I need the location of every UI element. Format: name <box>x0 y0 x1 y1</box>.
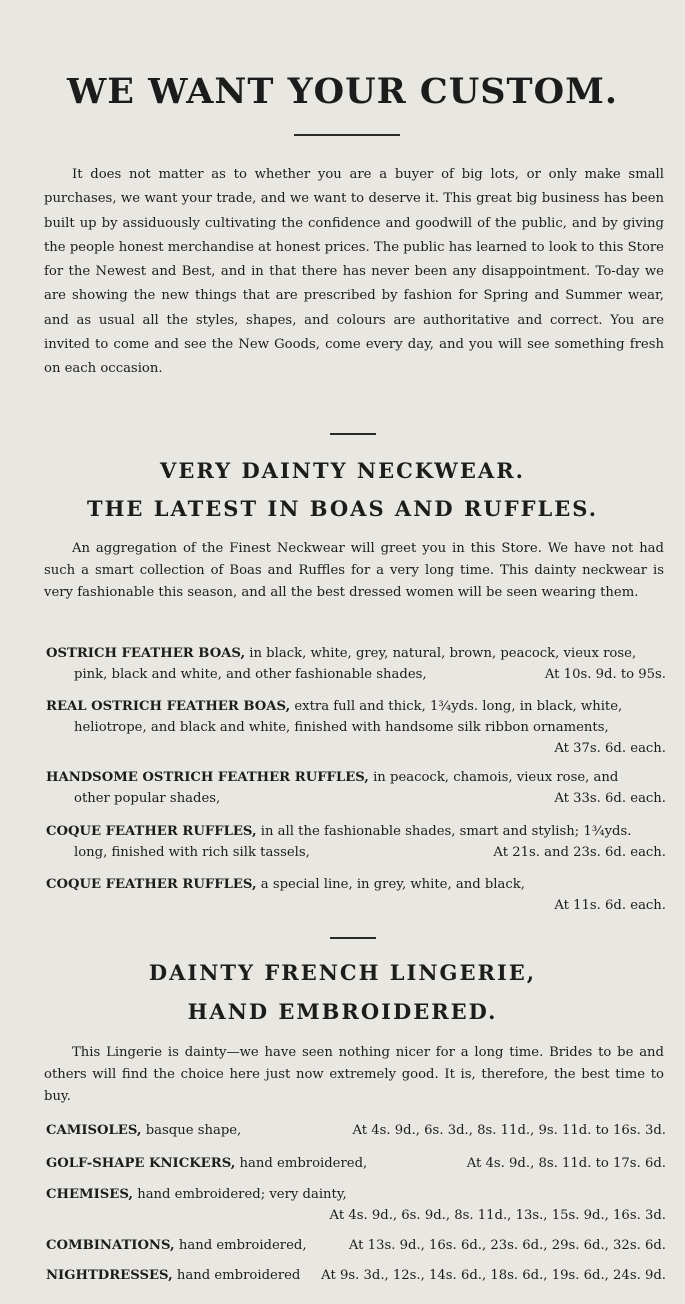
item-price: At 13s. 9d., 16s. 6d., 23s. 6d., 29s. 6d., 32s. 6d. <box>348 1238 666 1253</box>
headline: WE WANT YOUR CUSTOM. <box>67 71 618 112</box>
item-price: At 21s. and 23s. 6d. each. <box>493 845 666 860</box>
intro-paragraph <box>44 163 664 382</box>
item-price: At 9s. 3d., 12s., 14s. 6d., 18s. 6d., 19s. 6d., 24s. 9d. <box>321 1268 666 1283</box>
item-price: At 37s. 6d. each. <box>554 741 666 756</box>
item-desc: hand embroidered, <box>239 1156 368 1171</box>
lingerie-item <box>46 1120 666 1141</box>
neckwear-intro <box>44 538 664 604</box>
item-price: At 4s. 9d., 6s. 9d., 8s. 11d., 13s., 15s. 9d., 16s. 3d. <box>329 1208 666 1223</box>
lingerie-intro <box>44 1042 664 1108</box>
item-desc: basque shape, <box>145 1123 242 1138</box>
lingerie-intro-text: This Lingerie is dainty—we have seen nothing nicer for a long time. Brides to be and others will find the choice here just now extremely good. It is, therefore, the best time to buy. <box>44 1045 664 1104</box>
item-price: At 33s. 6d. each. <box>554 791 666 806</box>
intro-text: It does not matter as to whether you are a buyer of big lots, or only make small purchases, we want your trade, and we want to deserve it. This great big business has been built up by assiduously cultivating the confidence and goodwill of the public, and by giving the people honest merchandise at honest prices. The public has learned to look to this Store for the Newest and Best, and in that there has never been any disappointment. To-day we are showing the new things that are prescribed by fashion for Spring and Summer wear, and as usual all the styles, shapes, and colours are authoritative and correct. You are invited to come and see the New Goods, come every day, and you will see something fresh on each occasion. <box>44 167 664 377</box>
section-rule <box>330 433 376 435</box>
item-name: GOLF-SHAPE KNICKERS, <box>46 1156 236 1171</box>
item-desc: in peacock, chamois, vieux rose, and <box>373 770 619 785</box>
item-desc: a special line, in grey, white, and black, <box>260 877 525 892</box>
neckwear-subtitle: THE LATEST IN BOAS AND RUFFLES. <box>86 496 599 521</box>
neckwear-item <box>46 821 666 863</box>
item-name: CAMISOLES, <box>46 1123 142 1138</box>
item-price: At 10s. 9d. to 95s. <box>544 667 666 682</box>
neckwear-item <box>46 696 666 759</box>
lingerie-item <box>46 1184 666 1226</box>
item-desc-line2: long, finished with rich silk tassels, At 21s. and 23s. 6d. each. <box>46 842 666 863</box>
neckwear-intro-text: An aggregation of the Finest Neckwear will greet you in this Store. We have not had such a smart collection of Boas and Ruffles for a very long time. This dainty neckwear is very fashionable this season, and all the best dressed women will be seen wearing them. <box>44 541 664 600</box>
item-desc-line2: heliotrope, and black and white, finished with handsome silk ribbon ornaments, <box>74 720 609 735</box>
item-name: COQUE FEATHER RUFFLES, <box>46 877 257 892</box>
neckwear-title: VERY DAINTY NECKWEAR. <box>160 458 525 483</box>
neckwear-item <box>46 874 666 916</box>
item-name: COQUE FEATHER RUFFLES, <box>46 824 257 839</box>
item-name: NIGHTDRESSES, <box>46 1268 173 1283</box>
lingerie-item <box>46 1235 666 1256</box>
section-rule <box>330 937 376 939</box>
item-desc: in black, white, grey, natural, brown, peacock, vieux rose, <box>249 646 637 661</box>
neckwear-item <box>46 643 666 685</box>
item-name: REAL OSTRICH FEATHER BOAS, <box>46 699 291 714</box>
item-price: At 4s. 9d., 6s. 3d., 8s. 11d., 9s. 11d. to 16s. 3d. <box>352 1123 666 1138</box>
item-desc: in all the fashionable shades, smart and stylish; 1¾yds. <box>260 824 632 839</box>
item-price: At 11s. 6d. each. <box>554 898 666 913</box>
item-desc-line2: other popular shades, At 33s. 6d. each. <box>46 788 666 809</box>
lingerie-item <box>46 1265 666 1286</box>
item-desc: extra full and thick, 1¾yds. long, in black, white, <box>294 699 623 714</box>
item-desc-line2: pink, black and white, and other fashionable shades, At 10s. 9d. to 95s. <box>46 664 666 685</box>
item-desc: hand embroidered; very dainty, <box>137 1187 347 1202</box>
item-name: HANDSOME OSTRICH FEATHER RUFFLES, <box>46 770 369 785</box>
item-name: COMBINATIONS, <box>46 1238 175 1253</box>
item-name: OSTRICH FEATHER BOAS, <box>46 646 246 661</box>
item-price: At 4s. 9d., 8s. 11d. to 17s. 6d. <box>466 1156 666 1171</box>
lingerie-title: DAINTY FRENCH LINGERIE, <box>148 960 537 985</box>
lingerie-subtitle: HAND EMBROIDERED. <box>187 999 498 1024</box>
item-name: CHEMISES, <box>46 1187 133 1202</box>
item-desc: hand embroidered, <box>178 1238 307 1253</box>
item-desc: hand embroidered <box>176 1268 301 1283</box>
neckwear-item <box>46 767 666 809</box>
lingerie-item <box>46 1153 666 1174</box>
headline-rule <box>294 134 400 136</box>
